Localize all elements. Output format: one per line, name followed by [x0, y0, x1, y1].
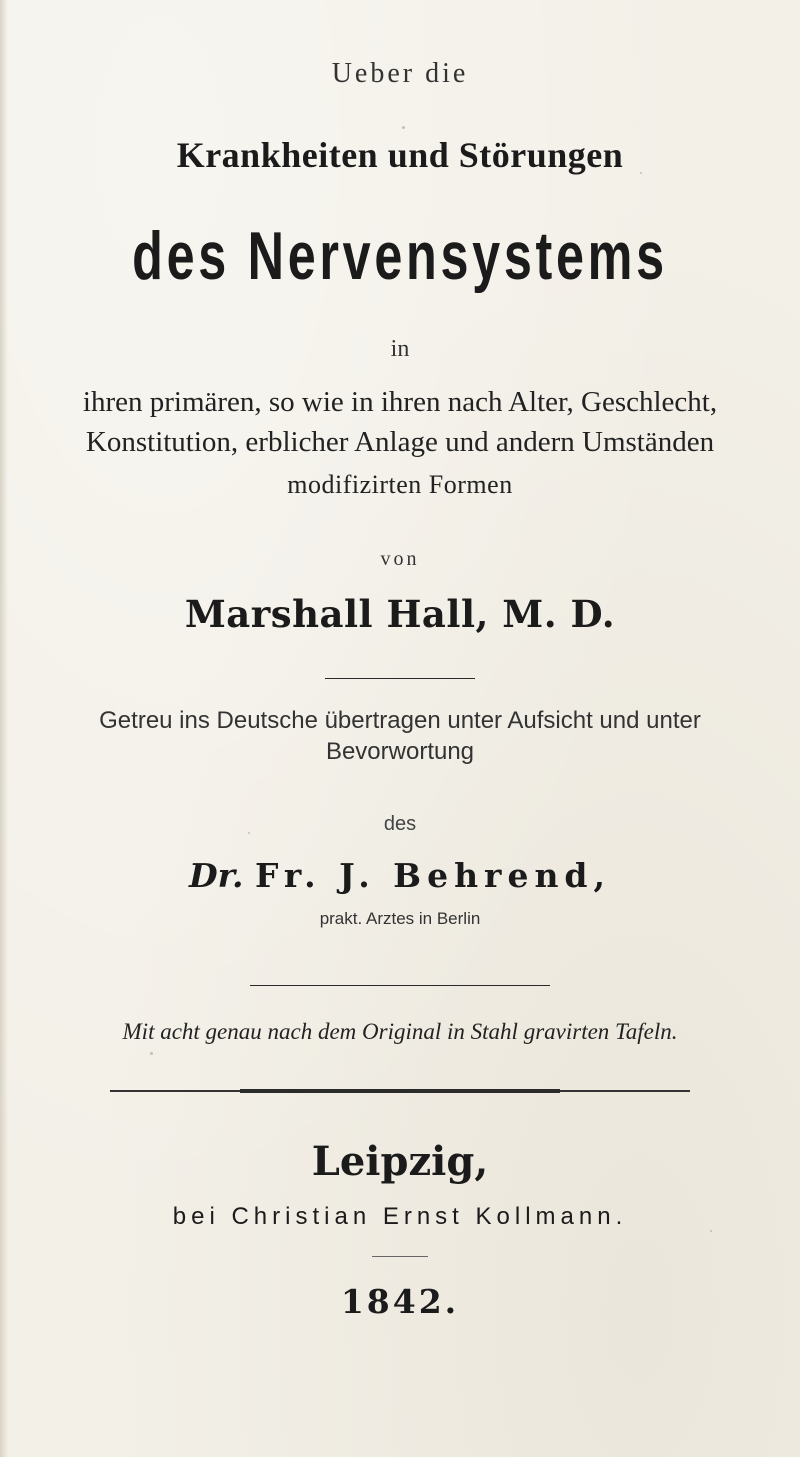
paper-speck [402, 126, 405, 129]
publication-city: Leipzig, [311, 1138, 489, 1185]
intro-line: Ueber die [331, 58, 469, 89]
subtitle-line-1: ihren primären, so wie in ihren nach Alter, Geschlecht, [82, 386, 718, 418]
von-line: von [380, 548, 420, 570]
translation-note-line-1: Getreu ins Deutsche übertragen unter Aufsicht und unter [99, 707, 701, 734]
publication-year: 1842. [340, 1282, 460, 1321]
editor-title: prakt. Arztes in Berlin [319, 909, 481, 928]
paper-speck [248, 832, 250, 834]
plates-note: Mit acht genau nach dem Original in Stahl gravirten Tafeln. [122, 1019, 678, 1044]
subtitle-line-2: Konstitution, erblicher Anlage und andern Umständen [85, 426, 715, 458]
divider-rule-4 [372, 1256, 428, 1257]
in-line: in [390, 336, 410, 362]
editor-prefix: Dr. [189, 856, 244, 895]
divider-rule-1 [325, 678, 475, 679]
paper-speck [710, 1230, 712, 1232]
subtitle-line-3: modifizirten Formen [287, 470, 513, 499]
editor-fullname: Fr. J. Behrend, [254, 856, 611, 895]
divider-rule-2 [250, 985, 550, 986]
paper-speck [150, 1052, 153, 1055]
author-name: Marshall Hall, M. D. [184, 592, 616, 636]
paper-speck [640, 172, 642, 174]
divider-rule-3-thick [240, 1089, 560, 1093]
title-line-2: des Nervensystems [132, 218, 668, 294]
editor-name [0, 856, 800, 895]
translation-note-line-2: Bevorwortung [325, 738, 475, 765]
publisher-line: bei Christian Ernst Kollmann. [172, 1203, 628, 1230]
title-line-1: Krankheiten und Störungen [176, 135, 624, 175]
des-line: des [383, 813, 417, 835]
